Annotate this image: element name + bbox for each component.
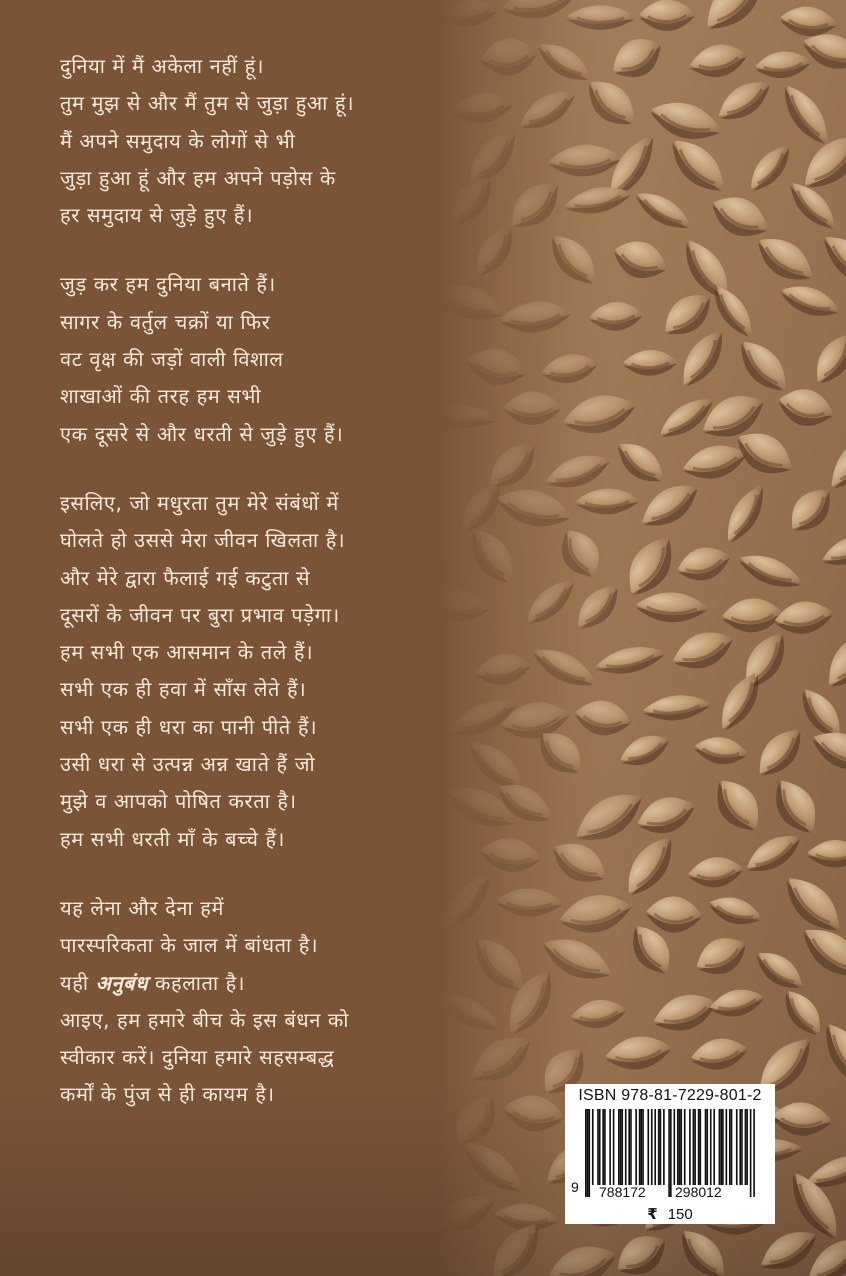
poem-line bbox=[60, 965, 500, 1002]
barcode-bar bbox=[630, 1109, 632, 1185]
poem-line: सभी एक ही धरा का पानी पीते हैं। bbox=[60, 714, 318, 739]
barcode-bar bbox=[597, 1109, 599, 1185]
barcode-bar bbox=[628, 1109, 630, 1185]
barcode-bar bbox=[654, 1109, 656, 1185]
poem-line: हर समुदाय से जुड़े हुए हैं। bbox=[60, 203, 254, 228]
poem-line: हम सभी एक आसमान के तले हैं। bbox=[60, 640, 314, 665]
isbn-barcode-label bbox=[565, 1084, 775, 1224]
barcode-bar bbox=[726, 1109, 728, 1185]
barcode-bar bbox=[604, 1109, 606, 1185]
poem-line: वट वृक्ष की जड़ों वाली विशाल bbox=[60, 347, 284, 372]
barcode-bar bbox=[585, 1109, 587, 1197]
barcode-bar bbox=[698, 1109, 700, 1185]
poem-line: हम सभी धरती माँ के बच्चे हैं। bbox=[60, 826, 285, 851]
poem-line: और मेरे द्वारा फैलाई गई कटुता से bbox=[60, 565, 311, 590]
poem-emphasis-word: अनुबंध bbox=[95, 970, 149, 995]
barcode-bar bbox=[668, 1109, 670, 1197]
barcode-bar bbox=[699, 1109, 701, 1185]
rupee-symbol: ₹ bbox=[647, 1205, 658, 1223]
poem-line-text: यही bbox=[60, 970, 96, 995]
barcode-bar bbox=[746, 1109, 748, 1185]
barcode-right-digits: 298012 bbox=[672, 1185, 725, 1199]
barcode-bar bbox=[663, 1109, 665, 1185]
poem bbox=[60, 48, 500, 1146]
barcode-bar bbox=[680, 1109, 682, 1185]
poem-line: एक दूसरे से और धरती से जुड़े हुए हैं। bbox=[60, 421, 344, 446]
barcode-bar bbox=[642, 1109, 644, 1185]
barcode-bar bbox=[613, 1109, 615, 1185]
poem-line: सभी एक ही हवा में साँस लेते हैं। bbox=[60, 677, 307, 702]
barcode-bar bbox=[722, 1109, 724, 1185]
barcode-bar bbox=[602, 1109, 604, 1185]
poem-line: स्वीकार करें। दुनिया हमारे सहसम्बद्ध bbox=[60, 1045, 335, 1070]
poem-line: सागर के वर्तुल चक्रों या फिर bbox=[60, 309, 271, 334]
poem-line: जुड़ा हुआ हूं और हम अपने पड़ोस के bbox=[60, 165, 336, 190]
barcode-bar bbox=[599, 1109, 601, 1185]
barcode-bar bbox=[647, 1109, 649, 1185]
poem-line: यह लेना और देना हमें bbox=[60, 895, 225, 920]
poem-line: तुम मुझ से और मैं तुम से जुड़ा हुआ हूं। bbox=[60, 91, 355, 116]
barcode-bar bbox=[729, 1109, 731, 1185]
poem-line-text: कहलाता है। bbox=[148, 970, 246, 995]
barcode-bar bbox=[739, 1109, 741, 1185]
poem-line: इसलिए, जो मधुरता तुम मेरे संबंधों में bbox=[60, 490, 339, 515]
barcode-first-digit: 9 bbox=[571, 1179, 579, 1195]
barcode-bar bbox=[679, 1109, 681, 1185]
barcode-bar bbox=[706, 1109, 708, 1185]
barcode-bar bbox=[641, 1109, 643, 1185]
barcode-bar bbox=[588, 1109, 590, 1197]
barcode-bar bbox=[658, 1109, 660, 1185]
barcode-bar bbox=[741, 1109, 743, 1185]
barcode-bar bbox=[673, 1109, 675, 1185]
barcode-bar bbox=[651, 1109, 653, 1185]
poem-line: मैं अपने समुदाय के लोगों से भी bbox=[60, 128, 296, 153]
barcode-bar bbox=[625, 1109, 627, 1185]
poem-line: कर्मों के पुंज से ही कायम है। bbox=[60, 1082, 275, 1107]
barcode-bar bbox=[750, 1109, 752, 1197]
barcode-bar bbox=[694, 1109, 696, 1185]
price-label bbox=[565, 1205, 775, 1223]
poem-stanza bbox=[60, 485, 500, 858]
price-value: 150 bbox=[667, 1206, 693, 1223]
barcode-bar bbox=[670, 1109, 672, 1197]
isbn-number: ISBN 978-81-7229-801-2 bbox=[578, 1087, 762, 1104]
barcode-bar bbox=[587, 1109, 589, 1197]
barcode-bar bbox=[621, 1109, 623, 1185]
poem-stanza bbox=[60, 890, 500, 1114]
poem-line: जुड़ कर हम दुनिया बनाते हैं। bbox=[60, 272, 276, 297]
barcode-bar bbox=[620, 1109, 622, 1185]
barcode-bar bbox=[745, 1109, 747, 1185]
poem-line: शाखाओं की तरह हम सभी bbox=[60, 384, 262, 409]
poem-line: दुनिया में मैं अकेला नहीं हूं। bbox=[60, 54, 265, 78]
barcode-left-digits: 788172 bbox=[596, 1185, 649, 1199]
barcode-bar bbox=[736, 1109, 738, 1185]
poem-line: उसी धरा से उत्पन्न अन्न खाते हैं जो bbox=[60, 752, 316, 777]
barcode-bar bbox=[639, 1109, 641, 1185]
barcode-bar bbox=[753, 1109, 755, 1197]
barcode-bar bbox=[609, 1109, 611, 1185]
barcode-bar bbox=[635, 1109, 637, 1185]
barcode-bar bbox=[719, 1109, 721, 1185]
poem-line: आइए, हम हमारे बीच के इस बंधन को bbox=[60, 1007, 350, 1032]
poem-stanza bbox=[60, 48, 500, 234]
barcode-bar bbox=[705, 1109, 707, 1185]
poem-line: घोलते हो उससे मेरा जीवन खिलता है। bbox=[60, 528, 346, 553]
poem-line: दूसरों के जीवन पर बुरा प्रभाव पड़ेगा। bbox=[60, 602, 340, 627]
poem-line: मुझे व आपको पोषित करता है। bbox=[60, 789, 297, 814]
barcode-bar bbox=[693, 1109, 695, 1185]
barcode-bar bbox=[684, 1109, 686, 1185]
poem-stanza bbox=[60, 266, 500, 452]
poem-line: पारस्परिकता के जाल में बांधता है। bbox=[60, 933, 319, 958]
barcode-bar bbox=[660, 1109, 662, 1185]
barcode-bar bbox=[689, 1109, 691, 1185]
barcode-bar bbox=[618, 1109, 620, 1185]
barcode-bar bbox=[592, 1109, 594, 1185]
barcode-bar bbox=[713, 1109, 715, 1185]
barcode-bar bbox=[710, 1109, 712, 1185]
barcode-bar bbox=[720, 1109, 722, 1185]
barcode-bar bbox=[677, 1109, 679, 1185]
barcode-bar bbox=[731, 1109, 733, 1185]
